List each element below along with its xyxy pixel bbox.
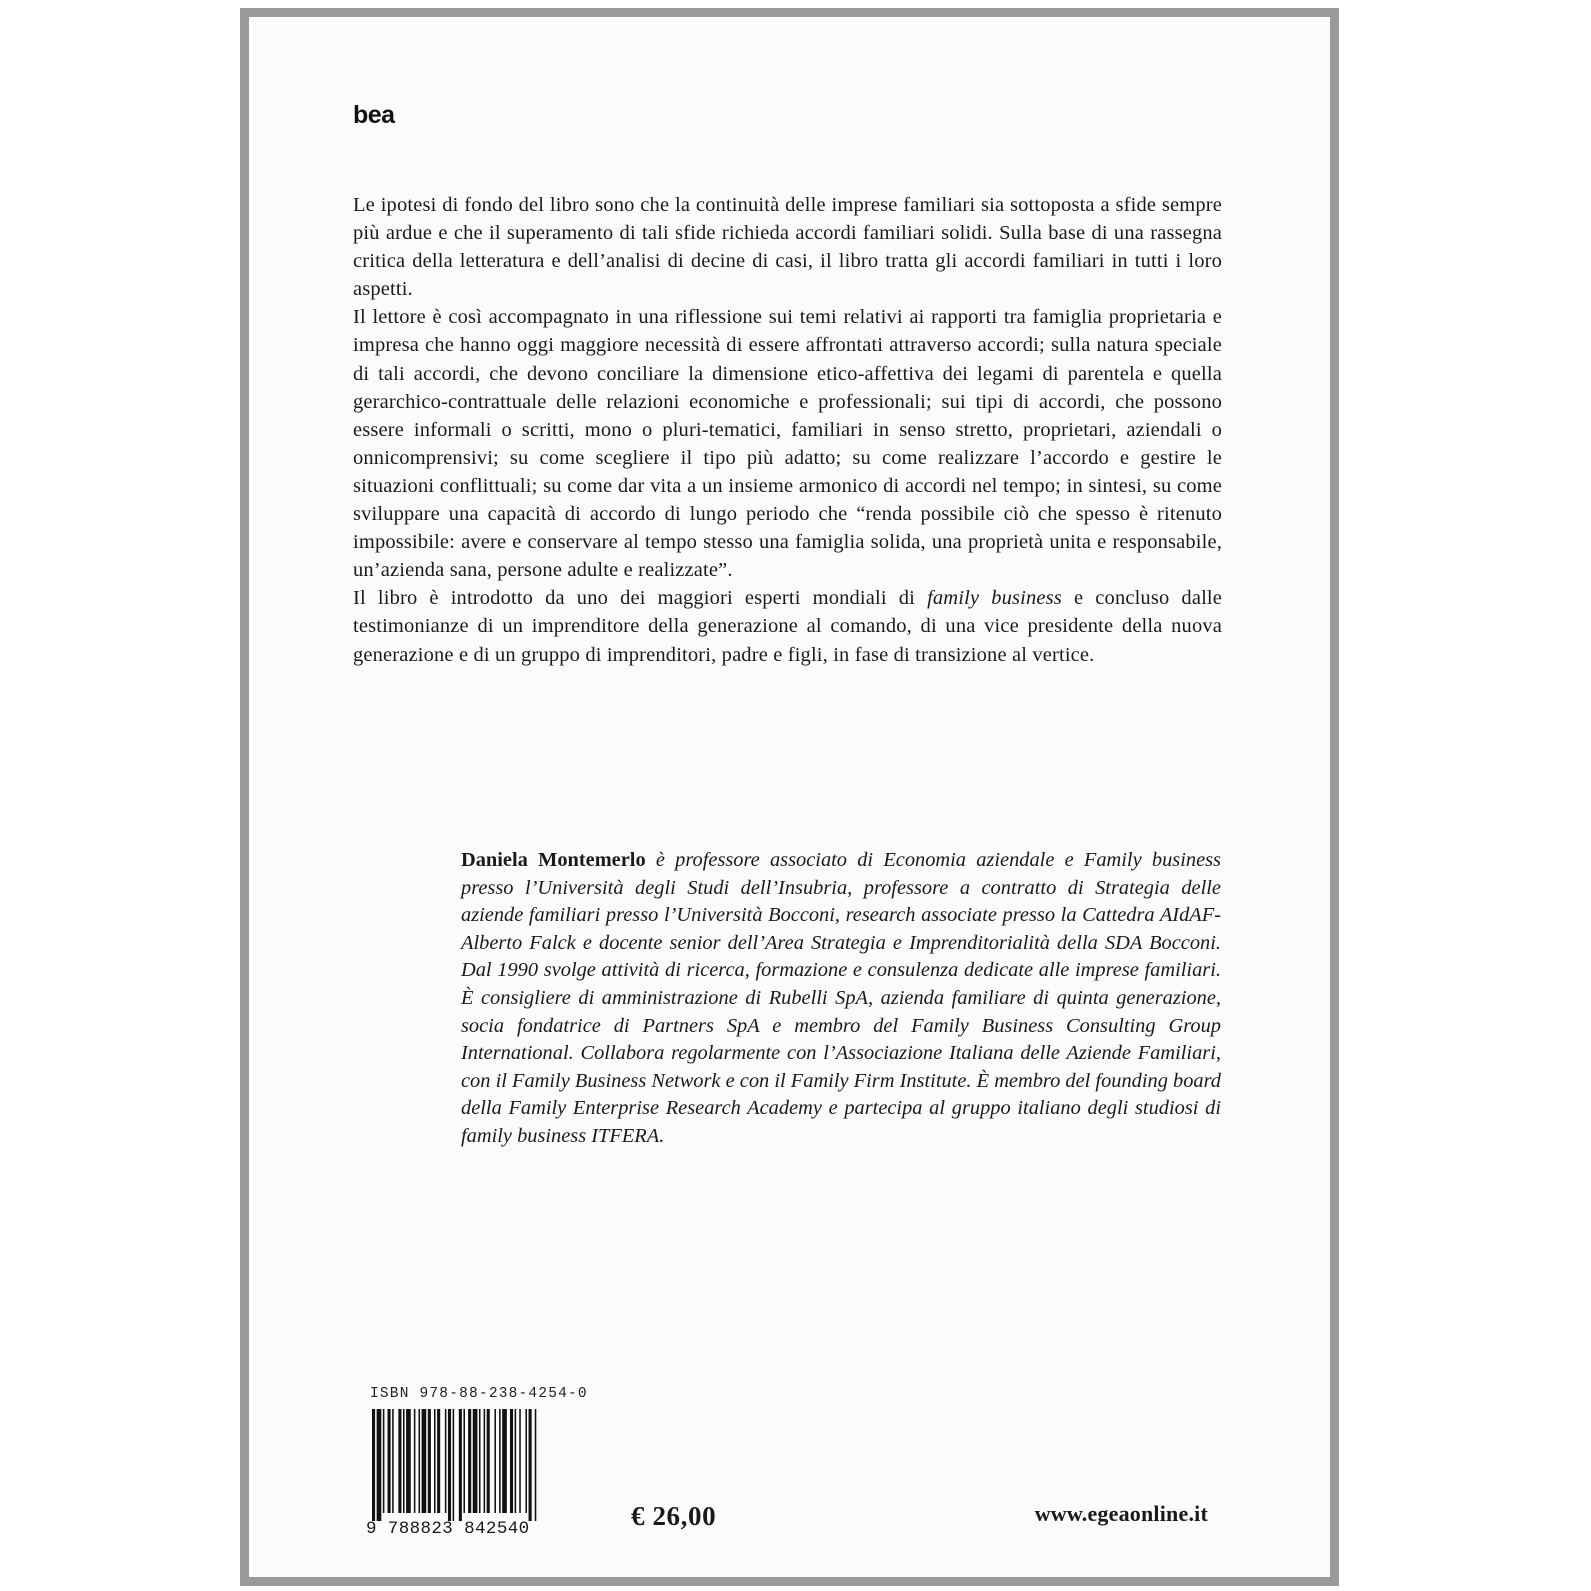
barcode-bar [377,1409,382,1521]
barcode-bar [406,1409,411,1513]
book-back-cover [240,8,1339,1586]
barcode-bar [499,1409,501,1513]
barcode-bar [479,1409,481,1513]
barcode-bar [487,1409,490,1513]
barcode-bar [383,1409,385,1513]
isbn-label: ISBN 978-88-238-4254-0 [370,1386,588,1402]
barcode-digits: 9 788823 842540 [366,1519,530,1539]
barcode-bar [519,1409,521,1513]
blurb-paragraph: Il lettore è così accompagnato in una riflessione sui temi relativi ai rapporti tra famiglia proprietaria e impresa che hanno oggi maggiore necessità di essere affrontati attraverso accordi; sulla natura speciale di tali accordi, che devono conciliare la dimensione etico-affettiva dei legami di parentela e quella gerarchico-contrattuale delle relazioni economiche e professionali; sui tipi di accordi, che possono essere informali o scritti, mono o pluri-tematici, familiari in senso stretto, proprietari, aziendali o onnicomprensivi; su come scegliere il tipo più adatto; su come realizzare l’accordo e gestire le situazioni conflittuali; su come dar vita a un insieme armonico di accordi nel tempo; in sintesi, su come sviluppare una capacità di accordo di lungo periodo che “renda possibile ciò che spesso è ritenuto impossibile: avere e conservare al tempo stesso una famiglia solida, una proprietà unita e responsabile, un’azienda sana, persone adulte e realizzate”. [353,306,1222,582]
blurb-italic-term: family business [927,587,1062,610]
author-name: Daniela Montemerlo [461,849,646,871]
barcode-bar [468,1409,471,1513]
barcode-bar [510,1409,513,1513]
barcode-bar [414,1409,416,1513]
barcode-bar [463,1409,465,1513]
barcode-bar [484,1409,486,1513]
blurb [353,191,1222,669]
barcode-bar [434,1409,436,1513]
barcode-bar [372,1409,375,1521]
barcode-bar [502,1409,507,1513]
barcode-bar [437,1409,440,1513]
barcode-bar [388,1409,391,1513]
barcode-bar [529,1409,532,1521]
barcode-bar [428,1409,431,1513]
barcode-bar [453,1409,455,1521]
barcode-bar [515,1409,517,1513]
barcode-bar [422,1409,427,1513]
barcode-bar [398,1409,401,1513]
barcode-icon [366,1409,584,1521]
barcode-bar [494,1409,496,1513]
barcode-bar [473,1409,478,1513]
barcode-bar [459,1409,462,1521]
barcode-bar [535,1409,537,1521]
blurb-paragraph: Le ipotesi di fondo del libro sono che la continuità delle imprese familiari sia sottoposta a sfide sempre più ardue e che il superamento di tali sfide richieda accordi familiari solidi. Sulla base di una rassegna critica della letteratura e dell’analisi di decine di casi, il libro tratta gli accordi familiari in tutti i loro aspetti. [353,194,1222,301]
blurb-text: Il libro è introdotto da uno dei maggiori esperti mondiali di [353,587,928,610]
publisher-website[interactable]: www.egeaonline.it [1034,1501,1208,1526]
author-bio [461,847,1221,1151]
barcode-bar [392,1409,394,1513]
blurb-text: e concluso dalle testimonianze di un imprenditore della generazione al comando, di una vice presidente della nuova generazione e di un gruppo di imprenditori, padre e figli, in fase di transizione al vertice. [353,587,1223,666]
imprint-logo: bea [353,101,395,129]
blurb-paragraph [353,584,1222,668]
barcode-bar [403,1409,405,1513]
barcode-bar [448,1409,451,1521]
barcode-bar [525,1409,527,1513]
barcode-bar [419,1409,421,1513]
author-bio-text: è professore associato di Economia aziendale e Family business presso l’Università degli Studi dell’Insubria, professore a contratto di Strategia delle aziende familiari presso l’Università Bocconi, research associate presso la Cattedra AIdAF-Alberto Falck e docente senior dell’Area Strategia e Imprenditorialità della SDA Bocconi. Dal 1990 svolge attività di ricerca, formazione e consulenza dedicate alle imprese familiari. È consigliere di amministrazione di Rubelli SpA, azienda familiare di quinta generazione, socia fondatrice di Partners SpA e membro del Family Business Consulting Group International. Collabora regolarmente con l’Associazione Italiana delle Aziende Familiari, con il Family Business Network e con il Family Firm Institute. È membro del founding board della Family Enterprise Research Academy e partecipa al gruppo italiano degli studiosi di family business ITFERA. [461,849,1221,1147]
price: € 26,00 [631,1501,717,1531]
barcode [366,1409,584,1539]
barcode-bar [445,1409,447,1513]
